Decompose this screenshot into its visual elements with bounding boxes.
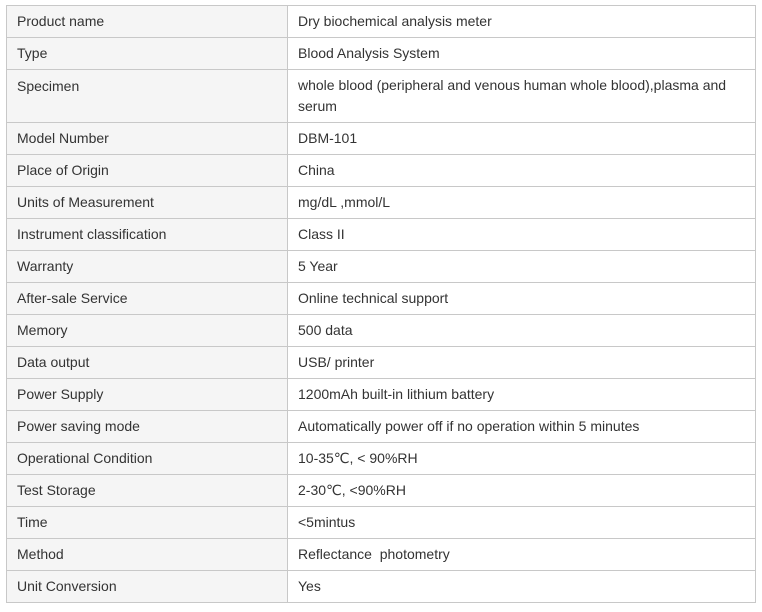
table-row-after-sale-service <box>7 283 756 315</box>
row-label: Method <box>7 539 288 571</box>
row-value: USB/ printer <box>288 347 756 379</box>
row-value: 5 Year <box>288 251 756 283</box>
table-row-data-output <box>7 347 756 379</box>
row-value: Online technical support <box>288 283 756 315</box>
row-label: Power Supply <box>7 379 288 411</box>
row-value: Yes <box>288 571 756 603</box>
row-value: China <box>288 155 756 187</box>
row-value: 1200mAh built-in lithium battery <box>288 379 756 411</box>
row-label: Warranty <box>7 251 288 283</box>
table-row-operational-condition <box>7 443 756 475</box>
table-row-type <box>7 38 756 70</box>
table-row-warranty <box>7 251 756 283</box>
row-value: 2-30℃, <90%RH <box>288 475 756 507</box>
row-value: Class II <box>288 219 756 251</box>
row-value: mg/dL ,mmol/L <box>288 187 756 219</box>
table-row-method <box>7 539 756 571</box>
row-value: Blood Analysis System <box>288 38 756 70</box>
row-label: Unit Conversion <box>7 571 288 603</box>
row-label: Operational Condition <box>7 443 288 475</box>
row-label: Time <box>7 507 288 539</box>
row-value: Reflectance photometry <box>288 539 756 571</box>
table-row-time <box>7 507 756 539</box>
row-label: Instrument classification <box>7 219 288 251</box>
table-row-model-number <box>7 123 756 155</box>
row-label: Model Number <box>7 123 288 155</box>
table-row-memory <box>7 315 756 347</box>
table-row-units-of-measurement <box>7 187 756 219</box>
row-label: Product name <box>7 6 288 38</box>
row-value: whole blood (peripheral and venous human whole blood),plasma and serum <box>288 70 756 123</box>
row-value: 500 data <box>288 315 756 347</box>
table-row-product-name <box>7 6 756 38</box>
table-row-instrument-classification <box>7 219 756 251</box>
row-label: Memory <box>7 315 288 347</box>
row-label: Data output <box>7 347 288 379</box>
row-label: Place of Origin <box>7 155 288 187</box>
row-label: Type <box>7 38 288 70</box>
row-label: Specimen <box>7 70 288 123</box>
table-row-power-saving-mode <box>7 411 756 443</box>
row-value: 10-35℃, < 90%RH <box>288 443 756 475</box>
table-row-power-supply <box>7 379 756 411</box>
row-label: After-sale Service <box>7 283 288 315</box>
row-value: <5mintus <box>288 507 756 539</box>
table-row-test-storage <box>7 475 756 507</box>
row-value: Dry biochemical analysis meter <box>288 6 756 38</box>
row-value: Automatically power off if no operation within 5 minutes <box>288 411 756 443</box>
table-row-specimen <box>7 70 756 123</box>
table-row-unit-conversion <box>7 571 756 603</box>
row-value: DBM-101 <box>288 123 756 155</box>
row-label: Test Storage <box>7 475 288 507</box>
row-label: Units of Measurement <box>7 187 288 219</box>
row-label: Power saving mode <box>7 411 288 443</box>
product-spec-table <box>6 5 756 603</box>
table-row-place-of-origin <box>7 155 756 187</box>
